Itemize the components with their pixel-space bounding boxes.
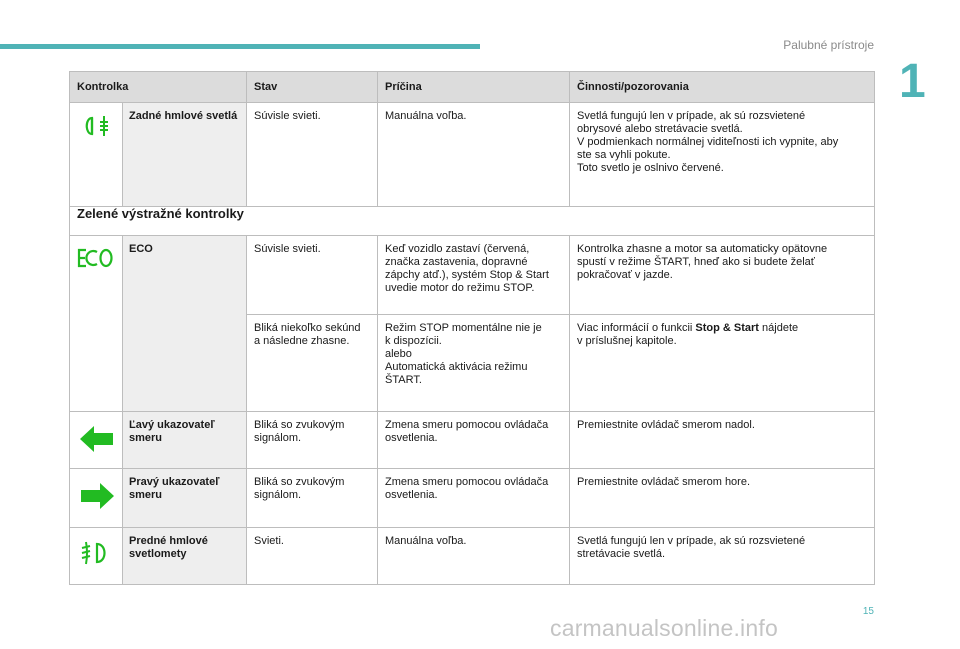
indicator-name: Predné hmlové svetlomety xyxy=(123,528,247,585)
pricina-cell xyxy=(378,528,570,585)
indicator-name: Ľavý ukazovateľ smeru xyxy=(123,412,247,469)
stav-cell: Súvisle svieti. xyxy=(247,103,378,207)
text-line: Bliká so zvukovým xyxy=(254,419,345,431)
section-heading-row xyxy=(70,207,875,236)
indicator-name: Zadné hmlové svetlá xyxy=(123,103,247,207)
text-line: a následne zhasne. xyxy=(254,335,350,347)
eco-icon xyxy=(77,246,113,270)
rear-fog-light-icon-cell xyxy=(70,103,123,207)
table-row xyxy=(70,236,875,315)
chapter-number: 1 xyxy=(899,55,926,108)
cinnosti-cell xyxy=(570,103,875,207)
cinnosti-cell xyxy=(570,236,875,315)
text-line: Automatická aktivácia režimu xyxy=(385,361,528,373)
text-line: Zmena smeru pomocou ovládača xyxy=(385,476,549,488)
text-line: zápchy atď.), systém Stop & Start xyxy=(385,269,549,281)
table-row xyxy=(70,103,875,207)
text-line: Svieti. xyxy=(254,535,284,547)
column-header-stav: Stav xyxy=(247,72,378,103)
page-number: 15 xyxy=(862,606,874,617)
text-line: Bliká niekoľko sekúnd xyxy=(254,322,361,334)
eco-icon-cell xyxy=(70,236,123,412)
stav-cell xyxy=(247,236,378,315)
text-line: uvedie motor do režimu STOP. xyxy=(385,282,535,294)
pricina-cell xyxy=(378,315,570,412)
text-line: Premiestnite ovládač smerom nadol. xyxy=(577,419,755,431)
text-line: Svetlá fungujú len v prípade, ak sú rozsvietené xyxy=(577,110,806,122)
text-line: Režim STOP momentálne nie je xyxy=(385,322,542,334)
text-line: Toto svetlo je oslnivo červené. xyxy=(577,162,724,174)
indicator-table xyxy=(69,71,875,585)
stav-cell xyxy=(247,315,378,412)
text-line: Manuálna voľba. xyxy=(385,535,467,547)
text-line: Bliká so zvukovým xyxy=(254,476,345,488)
text-line: Súvisle svieti. xyxy=(254,243,321,255)
front-fog-light-icon xyxy=(80,540,112,566)
column-header-pricina: Príčina xyxy=(378,72,570,103)
pricina-cell xyxy=(378,236,570,315)
table-row xyxy=(70,412,875,469)
text-line: značka zastavenia, dopravné xyxy=(385,256,528,268)
watermark: carmanualsonline.info xyxy=(550,615,778,641)
text-line: k dispozícii. xyxy=(385,335,442,347)
text-line: v príslušnej kapitole. xyxy=(577,335,677,347)
indicator-name: Pravý ukazovateľ smeru xyxy=(123,469,247,528)
text-line: osvetlenia. xyxy=(385,489,438,501)
pricina-cell xyxy=(378,412,570,469)
text-line: signálom. xyxy=(254,432,302,444)
cinnosti-cell xyxy=(570,528,875,585)
text-line: Svetlá fungujú len v prípade, ak sú rozsvietené xyxy=(577,535,806,547)
cinnosti-cell xyxy=(570,315,875,412)
text-line: pokračovať v jazde. xyxy=(577,269,673,281)
text-fragment: Viac informácií o funkcii xyxy=(577,322,696,334)
text-fragment: nájdete xyxy=(758,322,799,334)
column-header-cinnosti: Činnosti/pozorovania xyxy=(570,72,875,103)
text-line: ŠTART. xyxy=(385,374,422,386)
table-row xyxy=(70,469,875,528)
text-line: V podmienkach normálnej viditeľnosti ich vypnite, aby xyxy=(577,136,839,148)
text-line: Premiestnite ovládač smerom hore. xyxy=(577,476,751,488)
text-line: obrysové alebo stretávacie svetlá. xyxy=(577,123,743,135)
text-line: stretávacie svetlá. xyxy=(577,548,666,560)
table-header-row xyxy=(70,72,875,103)
text-line: ste sa vyhli pokute. xyxy=(577,149,671,161)
text-line: osvetlenia. xyxy=(385,432,438,444)
text-line: alebo xyxy=(385,348,412,360)
stop-start-emphasis: Stop & Start xyxy=(695,322,759,334)
pricina-cell: Manuálna voľba. xyxy=(378,103,570,207)
text-line: Keď vozidlo zastaví (červená, xyxy=(385,243,530,255)
stav-cell xyxy=(247,469,378,528)
front-fog-light-icon-cell xyxy=(70,528,123,585)
right-arrow-icon-cell xyxy=(70,469,123,528)
left-arrow-icon-cell xyxy=(70,412,123,469)
section-heading: Zelené výstražné kontrolky xyxy=(70,207,875,236)
text-line: signálom. xyxy=(254,489,302,501)
column-header-kontrolka: Kontrolka xyxy=(70,72,247,103)
text-line: Kontrolka zhasne a motor sa automaticky opätovne xyxy=(577,243,828,255)
stav-cell xyxy=(247,528,378,585)
cinnosti-cell xyxy=(570,412,875,469)
text-line: Zmena smeru pomocou ovládača xyxy=(385,419,549,431)
right-arrow-icon xyxy=(80,481,114,511)
cinnosti-cell xyxy=(570,469,875,528)
section-title: Palubné prístroje xyxy=(783,38,874,52)
pricina-cell xyxy=(378,469,570,528)
text-line xyxy=(577,322,868,335)
stav-cell xyxy=(247,412,378,469)
rear-fog-light-icon xyxy=(82,113,112,139)
table-row xyxy=(70,528,875,585)
left-arrow-icon xyxy=(80,424,114,454)
top-accent-bar xyxy=(0,44,480,49)
text-line: spustí v režime ŠTART, hneď ako si budete želať xyxy=(577,256,815,268)
indicator-name: ECO xyxy=(123,236,247,412)
